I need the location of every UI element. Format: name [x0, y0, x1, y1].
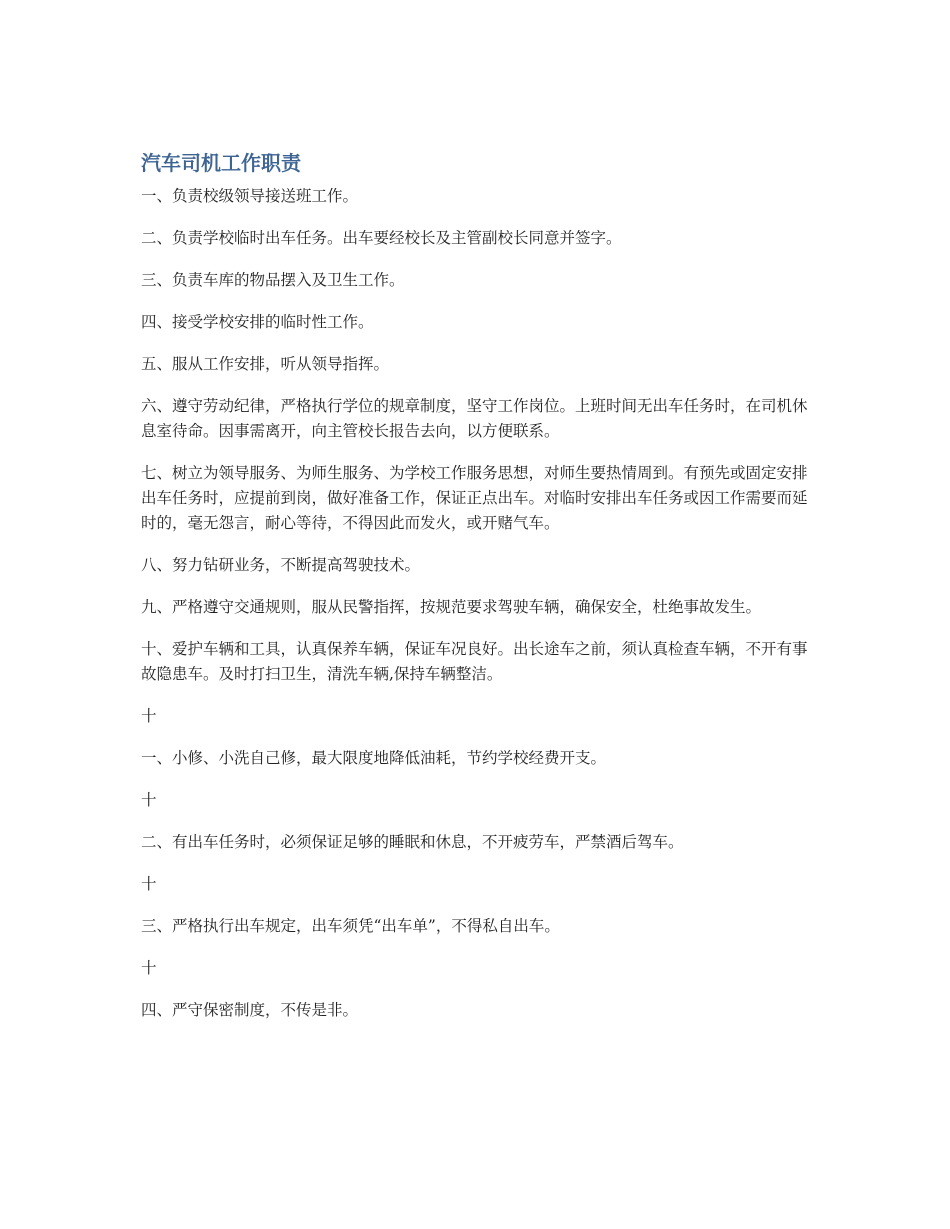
- paragraph-6: 六、遵守劳动纪律，严格执行学位的规章制度，坚守工作岗位。上班时间无出车任务时，在司机休息室待命。因事需离开，向主管校长报告去向，以方便联系。: [141, 397, 808, 440]
- paragraph-1: 一、负责校级领导接送班工作。: [141, 187, 359, 205]
- paragraph-12: 二、有出车任务时，必须保证足够的睡眠和休息，不开疲劳车，严禁酒后驾车。: [141, 833, 684, 851]
- paragraph-10: 十、爱护车辆和工具，认真保养车辆，保证车况良好。出长途车之前，须认真检查车辆，不开有事故隐患车。及时打扫卫生，清洗车辆,保持车辆整洁。: [141, 640, 808, 683]
- paragraph-11-prefix: 十: [141, 707, 157, 725]
- paragraph-14-prefix: 十: [141, 959, 157, 977]
- paragraph-5: 五、服从工作安排，听从领导指挥。: [141, 355, 390, 373]
- paragraph-2: 二、负责学校临时出车任务。出车要经校长及主管副校长同意并签字。: [141, 229, 622, 247]
- paragraph-4: 四、接受学校安排的临时性工作。: [141, 313, 374, 331]
- paragraph-12-prefix: 十: [141, 791, 157, 809]
- paragraph-13-prefix: 十: [141, 875, 157, 893]
- paragraph-7: 七、树立为领导服务、为师生服务、为学校工作服务思想，对师生要热情周到。有预先或固定安排出车任务时，应提前到岗，做好准备工作，保证正点出车。对临时安排出车任务或因工作需要而延时的，毫无怨言，耐心等待，不得因此而发火，或开赌气车。: [141, 464, 808, 532]
- paragraph-3: 三、负责车库的物品摆入及卫生工作。: [141, 271, 405, 289]
- paragraph-13: 三、严格执行出车规定，出车须凭“出车单”，不得私自出车。: [141, 917, 560, 935]
- document-title: 汽车司机工作职责: [141, 151, 301, 175]
- paragraph-8: 八、努力钻研业务，不断提高驾驶技术。: [141, 556, 421, 574]
- paragraph-9: 九、严格遵守交通规则，服从民警指挥，按规范要求驾驶车辆，确保安全，杜绝事故发生。: [141, 598, 762, 616]
- paragraph-14: 四、严守保密制度，不传是非。: [141, 1001, 359, 1019]
- document-body: [141, 148, 821, 1040]
- paragraph-11: 一、小修、小洗自己修，最大限度地降低油耗，节约学校经费开支。: [141, 749, 607, 767]
